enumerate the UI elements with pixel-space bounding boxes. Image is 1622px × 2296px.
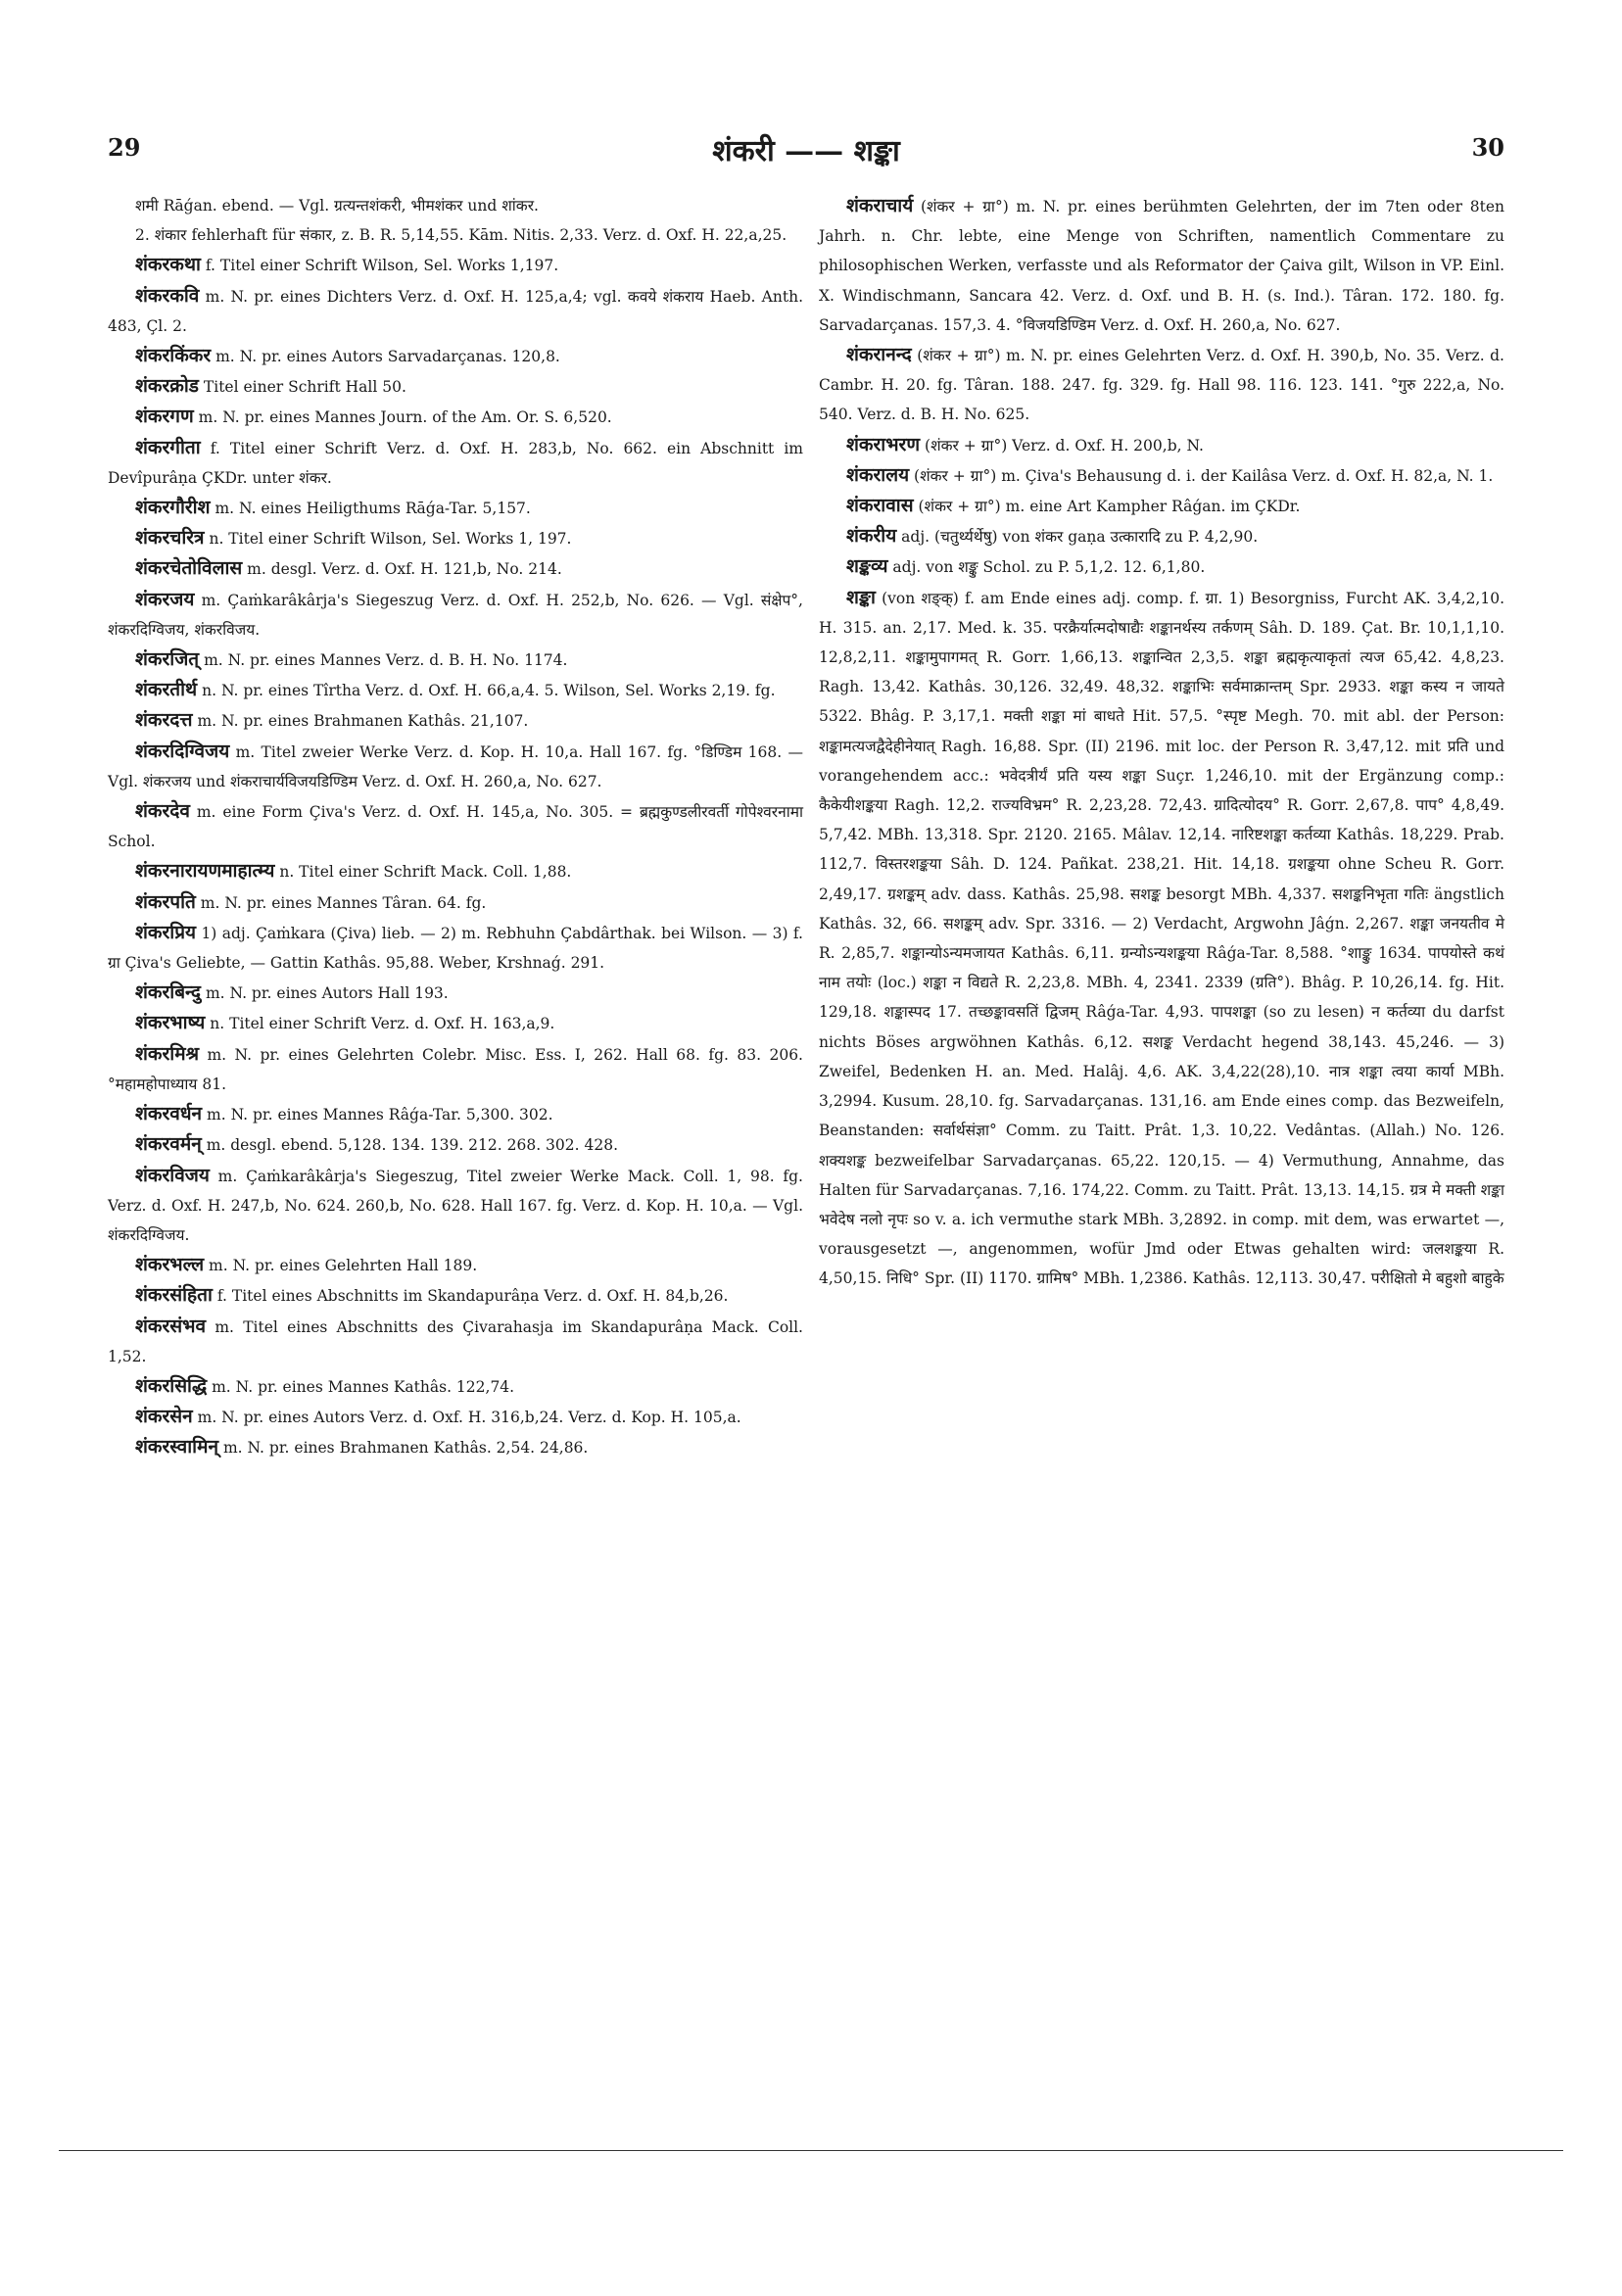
dictionary-entry — [108, 1129, 803, 1160]
entry-text: (शंकर + ग्रा°) m. N. pr. eines Gelehrten Verz. d. Oxf. H. 390,b, No. 35. Verz. d. Cambr. H. 20. fg. Târan. 188. 247. fg. 329. fg. Hall 98. 116. 123. 141. °गुरु 222,a, No. 540. Verz. d. B. H. No. 625. — [819, 347, 1504, 424]
entry-headword: शंकरगौरीश — [135, 497, 211, 519]
dictionary-entry — [819, 340, 1504, 430]
page-number-right: 30 — [1471, 133, 1504, 162]
entry-headword: शंकरचेतोविलास — [135, 557, 243, 580]
dictionary-entry — [108, 402, 803, 432]
page-header — [108, 129, 1504, 178]
entry-text: m. desgl. Verz. d. Oxf. H. 121,b, No. 214. — [247, 560, 562, 579]
dictionary-entry — [108, 371, 803, 402]
entry-text: m. N. pr. eines Gelehrten Colebr. Misc. Ess. I, 262. Hall 68. fg. 83. 206. °महामहोपाध्याय 81. — [108, 1045, 803, 1093]
dictionary-entry — [108, 523, 803, 553]
entry-text: 1) adj. Çaṁkara (Çiva) lieb. — 2) m. Rebhuhn Çabdârthak. bei Wilson. — 3) f. ग्रा Çiva's Geliebte, — Gattin Kathâs. 95,88. Weber, Krshnaǵ. 291. — [108, 924, 803, 973]
entry-headword: शंकरानन्द — [846, 344, 912, 366]
entry-text: 2. शंकार fehlerhaft für संकार, z. B. R. 5,14,55. Kām. Nitis. 2,33. Verz. d. Oxf. H. 22,a,25. — [135, 226, 787, 245]
entry-headword: शंकरचरित्र — [135, 527, 205, 550]
dictionary-entry — [108, 1371, 803, 1402]
entry-headword: शंकरभाष्य — [135, 1012, 206, 1034]
entry-headword: शंकरस्वामिन् — [135, 1436, 218, 1459]
entry-text: m. N. pr. eines Brahmanen Kathâs. 21,107. — [197, 712, 529, 731]
right-column — [819, 191, 1504, 1294]
dictionary-entry — [108, 433, 803, 493]
dictionary-entry — [819, 551, 1504, 582]
entry-text: m. N. pr. eines Brahmanen Kathâs. 2,54. 24,86. — [222, 1439, 589, 1458]
dictionary-entry — [108, 585, 803, 645]
entry-text: (शंकर + ग्रा°) m. Çiva's Behausung d. i. der Kailâsa Verz. d. Oxf. H. 82,a, N. 1. — [914, 466, 1494, 485]
dictionary-entry — [108, 1432, 803, 1462]
entry-text: m. N. pr. eines Autors Hall 193. — [205, 984, 449, 1003]
page-number-left: 29 — [108, 133, 141, 162]
entry-headword: शंकरवर्धन — [135, 1103, 203, 1125]
dictionary-entry — [108, 341, 803, 371]
entry-headword: शंकरगीता — [135, 436, 201, 458]
dictionary-entry — [819, 460, 1504, 491]
entry-headword: शंकरदेव — [135, 800, 190, 823]
dictionary-entry — [108, 191, 803, 220]
dictionary-entry — [108, 1402, 803, 1432]
entry-text: m. N. pr. eines Autors Sarvadarçanas. 120,8. — [215, 348, 560, 366]
dictionary-entry — [108, 1039, 803, 1099]
dictionary-entry — [108, 1250, 803, 1280]
running-head: शंकरी —— शङ्का — [712, 134, 900, 168]
entry-text: m. N. pr. eines Mannes Journ. of the Am. Or. S. 6,520. — [198, 408, 612, 427]
dictionary-entry — [108, 675, 803, 705]
entry-text: adj. (चतुर्थ्यर्थेषु) von शंकर gaṇa उत्कारादि zu P. 4,2,90. — [901, 528, 1259, 547]
entry-headword: शंकरदिग्विजय — [135, 740, 230, 762]
entry-text: n. Titel einer Schrift Wilson, Sel. Works 1, 197. — [209, 530, 572, 549]
entry-headword: शंकरजित् — [135, 648, 200, 671]
entry-headword: शङ्कव्य — [846, 555, 888, 578]
entry-headword: शंकरजय — [135, 588, 195, 610]
entry-text: f. Titel einer Schrift Wilson, Sel. Works 1,197. — [205, 257, 559, 275]
entry-text: m. N. eines Heiligthums Rāǵa-Tar. 5,157. — [215, 500, 531, 518]
entry-headword: शंकरालय — [846, 463, 910, 486]
dictionary-entry — [819, 491, 1504, 521]
entry-headword: शंकरक्रोड — [135, 375, 199, 398]
entry-text: (शंकर + ग्रा°) Verz. d. Oxf. H. 200,b, N. — [925, 436, 1204, 454]
entry-text: n. N. pr. eines Tîrtha Verz. d. Oxf. H. 66,a,4. 5. Wilson, Sel. Works 2,19. fg. — [202, 682, 776, 700]
entry-headword: शंकरीय — [846, 525, 897, 548]
dictionary-entry — [819, 583, 1504, 1294]
entry-text: n. Titel einer Schrift Mack. Coll. 1,88. — [279, 863, 572, 882]
entry-headword: शंकरतीर्थ — [135, 679, 198, 701]
entry-text: f. Titel eines Abschnitts im Skandapurâṇa Verz. d. Oxf. H. 84,b,26. — [216, 1287, 729, 1306]
entry-text: m. Çaṁkarâkârja's Siegeszug, Titel zweier Werke Mack. Coll. 1, 98. fg. Verz. d. Oxf. H. 247,b, No. 624. 260,b, No. 628. Hall 167. fg. Verz. d. Kop. H. 10,a. — Vgl. शंकरदिग्विजय. — [108, 1167, 803, 1244]
entry-text: m. Çaṁkarâkârja's Siegeszug Verz. d. Oxf. H. 252,b, No. 626. — Vgl. संक्षेप°, शंकरदिग्विजय, शंकरविजय. — [108, 591, 803, 639]
bottom-rule — [59, 2150, 1563, 2151]
entry-text: n. Titel einer Schrift Verz. d. Oxf. H. 163,a,9. — [210, 1015, 555, 1033]
entry-headword: शंकरसंभव — [135, 1315, 207, 1337]
entry-text: m. eine Form Çiva's Verz. d. Oxf. H. 145,a, No. 305. = ब्रह्मकुण्डलीरवर्ती गोपेश्वरनामा Schol. — [108, 803, 803, 851]
entry-text: adj. von शङ्कु Schol. zu P. 5,1,2. 12. 6,1,80. — [892, 558, 1206, 577]
entry-text: (शंकर + ग्रा°) m. N. pr. eines berühmten Gelehrten, der im 7ten oder 8ten Jahrh. n. Chr. lebte, eine Menge von Schriften, namentlich Commentare zu philosophischen Werken, verfasste und als Reformator der Çaiva gilt, Wilson in VP. Einl. X. Windischmann, Sancara 42. Verz. d. Oxf. und B. H. (s. Ind.). Târan. 172. 180. fg. Sarvadarçanas. 157,3. 4. °विजयडिण्डिम Verz. d. Oxf. H. 260,a, No. 627. — [819, 198, 1504, 334]
entry-text: m. N. pr. eines Mannes Kathâs. 122,74. — [212, 1377, 515, 1396]
entry-text: m. N. pr. eines Mannes Râǵa-Tar. 5,300. 302. — [207, 1106, 553, 1124]
dictionary-entry — [108, 978, 803, 1008]
entry-headword: शंकराभरण — [846, 433, 921, 455]
dictionary-entry — [108, 856, 803, 886]
entry-text: (von शङ्क्) f. am Ende eines adj. comp. f. ग्रा. 1) Besorgniss, Furcht AK. 3,4,2,10. H. 315. an. 2,17. Med. k. 35. परक्रैर्यात्मदोषाद्यैः शङ्कानर्थस्य तर्कणम् Sâh. D. 189. Çat. Br. 10,1,1,10. 12,8,2,11. शङ्कामुपागमत् R. Gorr. 1,66,13. शङ्कान्वित 2,3,5. शङ्का ब्रह्मकृत्याकृतां त्यज 65,42. 4,8,23. Ragh. 13,42. Kathâs. 30,126. 32,49. 48,32. शङ्काभिः सर्वमाक्रान्तम् Spr. 2933. शङ्का कस्य न जायते 5322. Bhâg. P. 3,17,1. मक्ती शङ्का मां बाधते Hit. 57,5. °स्पृष्ट Megh. 70. mit abl. der Person: शङ्कामत्यजद्वैदेहीनेयात् Ragh. 16,88. Spr. (II) 2196. mit loc. der Person R. 3,47,12. mit प्रति und vorangehendem acc.: भवेदत्रीर्यं प्रति यस्य शङ्का Suçr. 1,246,10. mit der Ergänzung comp.: कैकेयीशङ्कया Ragh. 12,2. राज्यविभ्रम° R. 2,23,28. 72,43. ग्रादित्योदय° R. Gorr. 2,67,8. पाप° 4,8,49. 5,7,42. MBh. 13,318. Spr. 2120. 2165. Mâlav. 12,14. नारिष्टशङ्का कर्तव्या Kathâs. 18,229. Prab. 112,7. विस्तरशङ्कया Sâh. D. 124. Pañkat. 238,21. Hit. 14,18. ग्रशङ्कया ohne Scheu R. Gorr. 2,49,17. ग्रशङ्कम् adv. dass. Kathâs. 25,98. सशङ्क besorgt MBh. 4,337. सशङ्कनिभृता गतिः ängstlich Kathâs. 32, 66. सशङ्कम् adv. Spr. 3316. — 2) Verdacht, Argwohn Jâǵn. 2,267. शङ्का जनयतीव मे R. 2,85,7. शङ्कान्योऽन्यमजायत Kathâs. 6,11. ग्रन्योऽन्यशङ्कया Râǵa-Tar. 8,588. °शाङ्कु 1634. पापयोस्ते कथं नाम तयोः (loc.) शङ्का न विद्यते R. 2,23,8. MBh. 4, 2341. 2339 (ग्रति°). Bhâg. P. 10,26,14. fg. Hit. 129,18. शङ्कास्पद 17. तच्छङ्कावसतिं द्विजम् Râǵa-Tar. 4,93. पापशङ्का (so zu lesen) न कर्तव्या du darfst nichts Böses argwöhnen Kathâs. 6,12. सशङ्क Verdacht hegend 38,143. 45,246. — 3) Zweifel, Bedenken H. an. Med. Halâj. 4,6. AK. 3,4,22(28),10. नात्र शङ्का त्वया कार्या MBh. 3,2994. Kusum. 28,10. fg. Sarvadarçanas. 131,16. am Ende eines comp. das Bezweifeln, Beanstanden: सर्वार्थसंज्ञा° Comm. zu Taitt. Prât. 1,3. 10,22. Vedântas. (Allah.) No. 126. शक्यशङ्क bezweifelbar Sarvadarçanas. 65,22. 120,15. — 4) Vermuthung, Annahme, das Halten für Sarvadarçanas. 7,16. 174,22. Comm. zu Taitt. Prât. 13,13. 14,15. ग्रत्र मे मक्ती शङ्का भवेदेष नलो नृपः so v. a. ich vermuthe stark MBh. 3,2892. in comp. mit dem, was erwartet —, vorausgesetzt —, angenommen, wofür Jmd oder Etwas gehalten wird: जलशङ्कया R. 4,50,15. निधि° Spr. (II) 1170. ग्रामिष° MBh. 1,2386. Kathâs. 12,113. 30,47. परीक्षितो मे बहुशो बाहुके — [819, 589, 1505, 1288]
entry-text: f. Titel einer Schrift Verz. d. Oxf. H. 283,b, No. 662. ein Abschnitt im Devîpurâṇa ÇKDr. unter शंकर. — [108, 439, 803, 487]
entry-headword: शंकरगण — [135, 406, 194, 428]
entry-headword: शंकरवर्मन् — [135, 1133, 202, 1156]
entry-text: (शंकर + ग्रा°) m. eine Art Kampher Râǵan. im ÇKDr. — [918, 498, 1301, 516]
dictionary-entry — [108, 705, 803, 736]
entry-text: m. N. pr. eines Mannes Târan. 64. fg. — [200, 893, 487, 912]
entry-headword: शंकरविजय — [135, 1164, 210, 1186]
entry-text: m. Titel eines Abschnitts des Çivarahasja im Skandapurâṇa Mack. Coll. 1,52. — [108, 1317, 803, 1365]
dictionary-entry — [108, 645, 803, 675]
dictionary-entry — [108, 1099, 803, 1129]
dictionary-entry — [819, 191, 1504, 340]
entry-headword: शंकरसंहिता — [135, 1284, 213, 1307]
entry-headword: शंकरकिंकर — [135, 345, 212, 367]
entry-headword: शंकरदत्त — [135, 709, 193, 732]
dictionary-entry — [819, 430, 1504, 460]
entry-text: m. N. pr. eines Mannes Verz. d. B. H. No. 1174. — [204, 651, 568, 670]
entry-headword: शंकरकवि — [135, 284, 200, 307]
entry-headword: शंकरसेन — [135, 1406, 193, 1428]
entry-text: Titel einer Schrift Hall 50. — [203, 378, 406, 397]
entry-headword: शंकरपति — [135, 890, 196, 913]
entry-text: m. Titel zweier Werke Verz. d. Kop. H. 10,a. Hall 167. fg. °डिण्डिम 168. — Vgl. शंकरजय und शंकराचार्यविजयडिण्डिम Verz. d. Oxf. H. 260,a, No. 627. — [108, 742, 803, 790]
dictionary-entry — [108, 918, 803, 978]
dictionary-entry — [108, 281, 803, 341]
dictionary-entry — [819, 521, 1504, 551]
dictionary-entry — [108, 1008, 803, 1038]
dictionary-entry — [108, 887, 803, 918]
dictionary-entry — [108, 220, 803, 250]
entry-headword: शंकरबिन्दु — [135, 981, 202, 1004]
dictionary-entry — [108, 1280, 803, 1311]
entry-headword: शंकरनारायणमाहात्म्य — [135, 860, 275, 883]
entry-headword: शंकरसिद्धि — [135, 1374, 208, 1397]
entry-headword: शंकरमिश्र — [135, 1042, 200, 1065]
entry-text: m. N. pr. eines Dichters Verz. d. Oxf. H. 125,a,4; vgl. कवये शंकराय Haeb. Anth. 483, Çl. 2. — [108, 287, 803, 335]
entry-headword: शंकरकथा — [135, 254, 201, 276]
entry-text: m. N. pr. eines Gelehrten Hall 189. — [209, 1257, 478, 1275]
dictionary-entry — [108, 796, 803, 856]
dictionary-entry — [108, 493, 803, 523]
entry-headword: शंकरभल्ल — [135, 1254, 205, 1276]
dictionary-entry — [108, 737, 803, 796]
entry-headword: शंकरावास — [846, 495, 914, 517]
left-column — [108, 191, 803, 1463]
dictionary-entry — [108, 553, 803, 584]
entry-headword: शङ्का — [846, 586, 876, 608]
dictionary-entry — [108, 1161, 803, 1251]
entry-text: शमी Rāǵan. ebend. — Vgl. ग्रत्यन्तशंकरी, भीमशंकर und शांकर. — [135, 197, 539, 215]
entry-headword: शंकरप्रिय — [135, 921, 197, 943]
entry-text: m. desgl. ebend. 5,128. 134. 139. 212. 268. 302. 428. — [206, 1136, 618, 1155]
dictionary-entry — [108, 250, 803, 280]
entry-text: m. N. pr. eines Autors Verz. d. Oxf. H. 316,b,24. Verz. d. Kop. H. 105,a. — [197, 1409, 741, 1427]
entry-headword: शंकराचार्य — [846, 195, 914, 216]
dictionary-entry — [108, 1312, 803, 1371]
